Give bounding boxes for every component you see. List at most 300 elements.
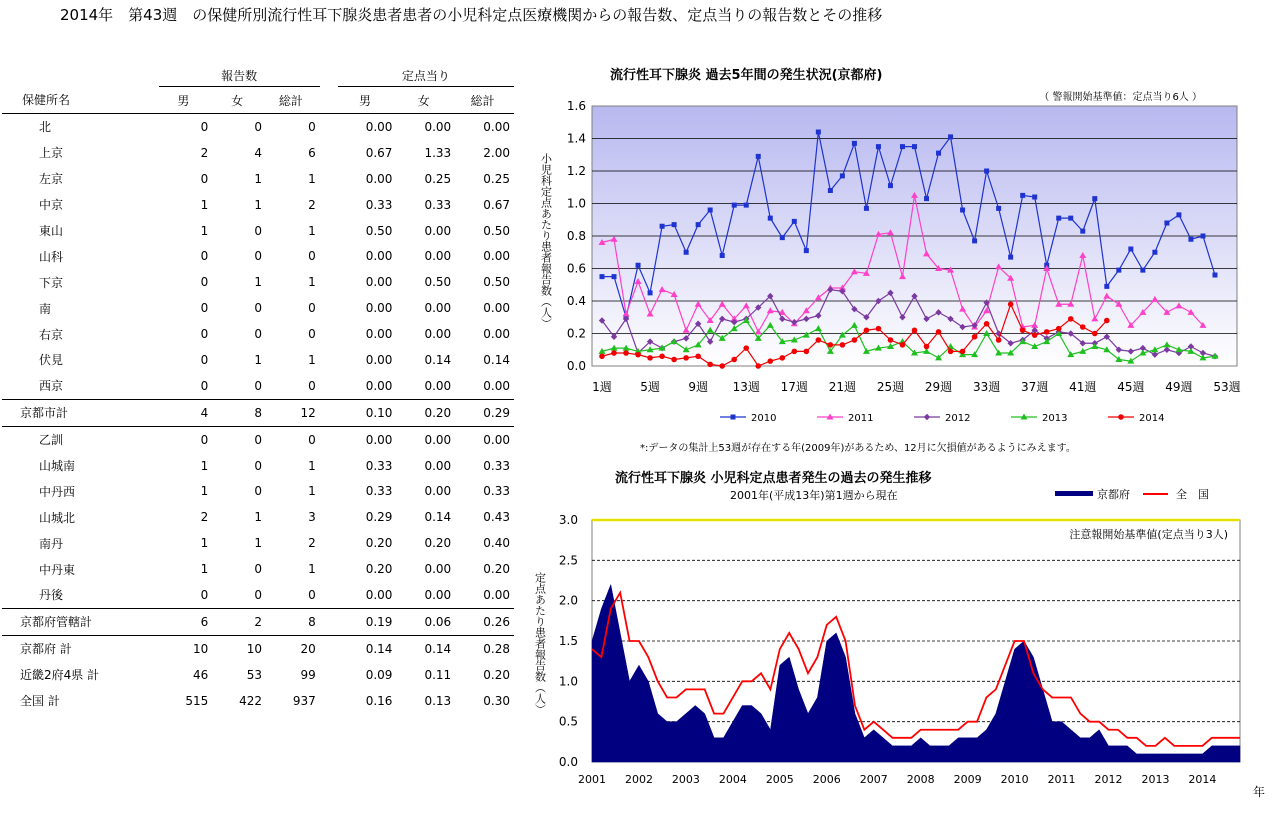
row-value: 0.43: [483, 510, 510, 525]
row-name: 下京: [39, 275, 64, 290]
row-value: 0.00: [483, 249, 510, 264]
chart-title: 流行性耳下腺炎 小児科定点患者発生の過去の発生推移: [615, 471, 932, 486]
row-value: 0.50: [483, 275, 510, 290]
point: [1104, 284, 1109, 289]
point: [671, 357, 677, 363]
point: [780, 235, 785, 240]
row-value: 0.00: [483, 301, 510, 316]
point: [695, 353, 701, 359]
point: [623, 350, 629, 356]
row-value: 6: [159, 608, 213, 635]
row-value: 0: [308, 378, 316, 393]
row-value: 0.00: [424, 249, 452, 264]
point: [1020, 193, 1025, 198]
table-row: [2, 504, 514, 530]
row-name: 中丹東: [39, 562, 76, 577]
row-value: 0.25: [424, 171, 452, 186]
x-tick-label: 33週: [972, 380, 1001, 394]
point: [876, 326, 882, 332]
point: [647, 355, 653, 361]
row-value: 0.00: [365, 275, 393, 290]
five-year-chart: [540, 55, 1260, 525]
x-tick-label: 5週: [640, 380, 660, 394]
row-value: 0.09: [365, 667, 393, 682]
point: [900, 144, 905, 149]
row-name: 京都府管轄計: [2, 608, 159, 635]
y-tick-label: 0.6: [566, 261, 586, 276]
x-tick-label: 2003: [671, 773, 700, 786]
point: [732, 203, 737, 208]
row-value: 1: [308, 562, 316, 577]
table-row: [2, 218, 514, 244]
row-value: 0.67: [365, 145, 393, 160]
x-tick-label: 17週: [780, 380, 808, 394]
x-tick-label: 2002: [624, 773, 653, 786]
x-tick-label: 2007: [859, 773, 888, 786]
point: [912, 327, 918, 333]
row-value: 0.40: [483, 536, 510, 551]
point: [1008, 255, 1013, 260]
row-value: 1: [200, 484, 209, 499]
y-axis-label: 定点あたり患者報告数（人）: [533, 572, 547, 715]
row-value: 1: [254, 171, 263, 186]
row-value: 0: [212, 426, 266, 452]
legend-label: 2010: [751, 413, 777, 424]
row-value: 2: [212, 608, 266, 635]
table-header-cols: [2, 87, 514, 114]
report-table: [2, 64, 514, 713]
point: [720, 253, 725, 258]
point: [1068, 316, 1074, 322]
row-value: 515: [185, 693, 209, 708]
point: [804, 248, 809, 253]
table-row: [2, 114, 514, 140]
table-row: [2, 166, 514, 192]
row-name: 北: [39, 120, 52, 135]
row-name: 京都市計: [2, 399, 159, 426]
header-per-sentinel: 定点当り: [338, 64, 514, 87]
row-value: 0.20: [396, 399, 455, 426]
row-name: 東山: [39, 224, 64, 238]
x-tick-label: 2012: [1094, 773, 1123, 786]
point: [744, 203, 749, 208]
row-value: 0.20: [365, 536, 393, 551]
legend-marker: [1118, 414, 1124, 420]
x-tick-label: 2010: [1000, 773, 1029, 786]
row-name: 中京: [39, 198, 64, 213]
x-tick-label: 2008: [906, 773, 935, 786]
point: [876, 144, 881, 149]
point: [1092, 331, 1098, 337]
row-value: 0.00: [365, 119, 393, 134]
row-value: 0.00: [483, 587, 510, 602]
y-tick-label: 0.2: [566, 326, 586, 341]
history-chart: [533, 460, 1266, 820]
point: [1116, 268, 1121, 273]
point: [996, 337, 1002, 343]
row-name: 右京: [39, 327, 64, 342]
point: [659, 353, 665, 359]
row-value: 0.00: [396, 426, 455, 452]
header-col: 男: [159, 87, 213, 114]
row-name: 丹後: [39, 588, 64, 603]
row-name: 山城北: [39, 510, 76, 525]
row-value: 2.00: [483, 145, 510, 160]
point: [1152, 250, 1157, 255]
row-value: 0.00: [365, 327, 393, 342]
point: [936, 151, 941, 156]
row-value: 2: [308, 536, 316, 551]
table-row: [2, 269, 514, 295]
point: [792, 219, 797, 224]
x-tick-label: 45週: [1117, 380, 1145, 394]
point: [636, 263, 641, 268]
point: [648, 290, 653, 295]
point: [767, 358, 773, 364]
row-value: 0.00: [483, 378, 510, 393]
point: [1032, 332, 1038, 338]
row-value: 1: [254, 275, 263, 290]
row-value: 6: [308, 145, 316, 160]
point: [743, 345, 749, 351]
row-name: 南丹: [39, 536, 64, 551]
point: [816, 337, 822, 343]
row-value: 1.33: [424, 145, 452, 160]
row-value: 0.20: [483, 667, 510, 682]
point: [1104, 318, 1110, 324]
row-value: 0.33: [483, 484, 510, 499]
header-name: 保健所名: [2, 87, 159, 114]
point: [672, 222, 677, 227]
row-value: 3: [308, 510, 316, 525]
point: [612, 274, 617, 279]
row-value: 0: [254, 458, 263, 473]
legend-marker: [731, 415, 736, 420]
row-value: 0.14: [483, 352, 510, 367]
point: [888, 337, 894, 343]
row-value: 0: [254, 587, 263, 602]
row-value: 1: [200, 197, 209, 212]
row-value: 0.00: [365, 352, 393, 367]
row-name: 西京: [39, 379, 64, 394]
point: [1056, 326, 1062, 332]
table-row: [2, 192, 514, 218]
row-value: 2: [200, 145, 209, 160]
point: [888, 183, 893, 188]
row-value: 0.33: [483, 458, 510, 473]
row-value: 0.50: [483, 223, 510, 238]
row-value: 0.14: [338, 635, 397, 661]
row-value: 1: [254, 510, 263, 525]
point: [924, 196, 929, 201]
x-tick-label: 2011: [1047, 773, 1076, 786]
row-value: 46: [192, 667, 209, 682]
row-value: 0.10: [338, 399, 397, 426]
row-value: 8: [266, 608, 320, 635]
row-value: 0.28: [455, 635, 514, 661]
row-name: 上京: [39, 146, 64, 161]
row-name: 近畿2府4県 計: [20, 668, 100, 683]
point: [684, 250, 689, 255]
row-value: 0.14: [396, 635, 455, 661]
table-row: [2, 373, 514, 399]
row-value: 0.33: [365, 484, 393, 499]
table-row: [2, 478, 514, 504]
row-value: 0.00: [365, 171, 393, 186]
row-value: 0.00: [338, 426, 397, 452]
point: [1080, 229, 1085, 234]
point: [779, 355, 785, 361]
point: [912, 144, 917, 149]
point: [972, 334, 978, 340]
row-value: 0.00: [365, 301, 393, 316]
point: [635, 352, 641, 358]
row-value: 0.00: [424, 484, 452, 499]
row-value: 0: [254, 327, 263, 342]
y-tick-label: 0.5: [558, 714, 578, 729]
row-value: 1: [308, 352, 316, 367]
x-tick-label: 2014: [1188, 773, 1217, 786]
row-value: 0.33: [424, 197, 452, 212]
row-value: 2: [308, 197, 316, 212]
point: [984, 169, 989, 174]
header-col: 女: [396, 87, 455, 114]
row-value: 0.20: [365, 562, 393, 577]
point: [611, 350, 617, 356]
point: [1176, 212, 1181, 217]
point: [852, 141, 857, 146]
x-tick-label: 2001: [578, 773, 606, 786]
y-tick-label: 2.0: [558, 593, 578, 608]
header-col: 女: [212, 87, 266, 114]
row-value: 0: [308, 587, 316, 602]
x-tick-label: 25週: [876, 380, 905, 394]
row-value: 53: [246, 667, 263, 682]
point: [708, 208, 713, 213]
point: [804, 349, 810, 355]
point: [1200, 234, 1205, 239]
row-value: 1: [308, 171, 316, 186]
row-value: 0.00: [424, 587, 452, 602]
row-value: 0: [200, 301, 209, 316]
row-value: 0.00: [424, 327, 452, 342]
row-value: 0.33: [365, 197, 393, 212]
table-row: [2, 582, 514, 608]
y-tick-label: 0.0: [566, 359, 586, 373]
row-value: 0: [254, 484, 263, 499]
point: [864, 327, 870, 333]
row-value: 0: [308, 119, 316, 134]
row-value: 0.14: [424, 352, 452, 367]
point: [960, 349, 966, 355]
point: [972, 238, 977, 243]
point: [683, 355, 689, 361]
row-value: 1: [254, 536, 263, 551]
row-value: 0: [266, 426, 320, 452]
table-row: [2, 399, 514, 426]
point: [1044, 329, 1050, 335]
page-title: 2014年 第43週 の保健所別流行性耳下腺炎患者患者の小児科定点医療機関からの報告数、定点当りの報告数とその推移: [60, 6, 883, 24]
row-value: 0.00: [365, 587, 393, 602]
point: [960, 208, 965, 213]
table-row: [2, 295, 514, 321]
row-value: 10: [212, 635, 266, 661]
row-value: 0.25: [483, 171, 510, 186]
y-tick-label: 1.5: [558, 634, 578, 648]
y-tick-label: 0.4: [566, 294, 586, 308]
x-tick-label: 53週: [1213, 380, 1241, 394]
legend-marker: [924, 414, 930, 420]
x-tick-label: 13週: [732, 380, 760, 394]
row-name: 全国 計: [20, 694, 60, 709]
x-axis-label: 年: [1253, 785, 1266, 799]
row-value: 0.00: [424, 119, 452, 134]
row-value: 0: [308, 301, 316, 316]
table-row: [2, 347, 514, 373]
table-row: [2, 426, 514, 452]
point: [840, 173, 845, 178]
x-tick-label: 2005: [765, 773, 794, 786]
point: [1008, 301, 1014, 307]
chart-subtitle: 2001年(平成13年)第1週から現在: [730, 489, 898, 502]
row-value: 0.00: [424, 562, 452, 577]
row-value: 0.00: [424, 301, 452, 316]
row-value: 0.67: [483, 197, 510, 212]
point: [1188, 237, 1193, 242]
x-tick-label: 41週: [1069, 380, 1097, 394]
table-row: [2, 608, 514, 635]
row-value: 0.20: [424, 536, 452, 551]
point: [600, 274, 605, 279]
y-tick-label: 1.0: [566, 196, 586, 211]
row-name: 乙訓: [2, 426, 159, 452]
point: [1092, 196, 1097, 201]
point: [984, 321, 990, 327]
point: [1140, 268, 1145, 273]
x-tick-label: 49週: [1165, 380, 1193, 394]
x-tick-label: 2006: [812, 773, 841, 786]
y-tick-label: 2.5: [558, 553, 578, 568]
row-value: 0: [159, 426, 213, 452]
row-value: 0.00: [365, 378, 393, 393]
row-value: 422: [239, 693, 263, 708]
point: [768, 216, 773, 221]
row-value: 0: [254, 119, 263, 134]
point: [756, 154, 761, 159]
y-tick-label: 1.2: [566, 164, 586, 178]
row-name: 山城南: [39, 459, 76, 474]
row-value: 12: [266, 399, 320, 426]
row-value: 0: [200, 249, 209, 264]
row-value: 1: [254, 197, 263, 212]
row-value: 0: [308, 249, 316, 264]
point: [924, 344, 930, 350]
y-axis-label: 小児科定点あたり患者報告数（人）: [539, 153, 553, 329]
row-value: 0: [254, 223, 263, 238]
point: [755, 363, 761, 369]
row-value: 0.14: [424, 510, 452, 525]
row-value: 0: [254, 378, 263, 393]
row-value: 0.16: [365, 693, 393, 708]
row-value: 0: [200, 171, 209, 186]
row-value: 10: [159, 635, 213, 661]
point: [599, 353, 605, 359]
row-value: 0: [254, 301, 263, 316]
header-col: 総計: [455, 87, 514, 114]
x-tick-label: 21週: [828, 380, 857, 394]
point: [948, 134, 953, 139]
y-tick-label: 0.8: [566, 229, 586, 243]
row-value: 0.29: [455, 399, 514, 426]
row-value: 0.50: [424, 275, 452, 290]
point: [1128, 247, 1133, 252]
row-value: 1: [308, 458, 316, 473]
point: [1032, 195, 1037, 200]
x-tick-label: 29週: [924, 380, 953, 394]
row-value: 1: [308, 275, 316, 290]
point: [864, 206, 869, 211]
row-value: 0.19: [338, 608, 397, 635]
point: [1212, 273, 1217, 278]
row-value: 0.00: [424, 378, 452, 393]
row-name: 京都府 計: [2, 635, 159, 661]
point: [852, 337, 858, 343]
y-tick-label: 1.6: [566, 99, 586, 113]
point: [840, 342, 846, 348]
row-value: 0.13: [424, 693, 452, 708]
row-name: 伏見: [39, 353, 64, 368]
table-row: [2, 688, 514, 714]
row-value: 0.11: [424, 667, 452, 682]
point: [1068, 216, 1073, 221]
row-value: 0.00: [483, 327, 510, 342]
header-col: 男: [338, 87, 397, 114]
row-value: 1: [200, 223, 209, 238]
row-value: 0: [254, 249, 263, 264]
point: [719, 363, 725, 369]
legend-swatch: [1055, 491, 1093, 496]
row-value: 20: [266, 635, 320, 661]
x-tick-label: 2013: [1141, 773, 1170, 786]
point: [816, 130, 821, 135]
row-value: 0: [200, 587, 209, 602]
header-reports: 報告数: [159, 64, 320, 87]
row-name: 南: [39, 301, 52, 316]
table-row: [2, 635, 514, 661]
point: [1164, 221, 1169, 226]
row-value: 0.50: [365, 223, 393, 238]
row-value: 0.33: [365, 458, 393, 473]
point: [792, 349, 798, 355]
row-name: 左京: [39, 172, 64, 187]
row-value: 99: [300, 667, 316, 682]
point: [996, 206, 1001, 211]
legend-label: 京都府: [1097, 488, 1130, 501]
row-value: 0: [308, 327, 316, 342]
y-tick-label: 0.0: [558, 755, 578, 769]
table-row: [2, 140, 514, 166]
row-value: 0: [254, 562, 263, 577]
point: [660, 224, 665, 229]
table-row: [2, 453, 514, 479]
y-tick-label: 1.0: [558, 674, 578, 689]
y-tick-label: 3.0: [558, 513, 578, 527]
row-value: 1: [254, 352, 263, 367]
row-value: 1: [200, 562, 209, 577]
x-tick-label: 2009: [953, 773, 982, 786]
chart-subtitle: （ 警報開始基準値：定点当り6人 ）: [1039, 92, 1202, 103]
legend-label: 2011: [848, 413, 874, 424]
